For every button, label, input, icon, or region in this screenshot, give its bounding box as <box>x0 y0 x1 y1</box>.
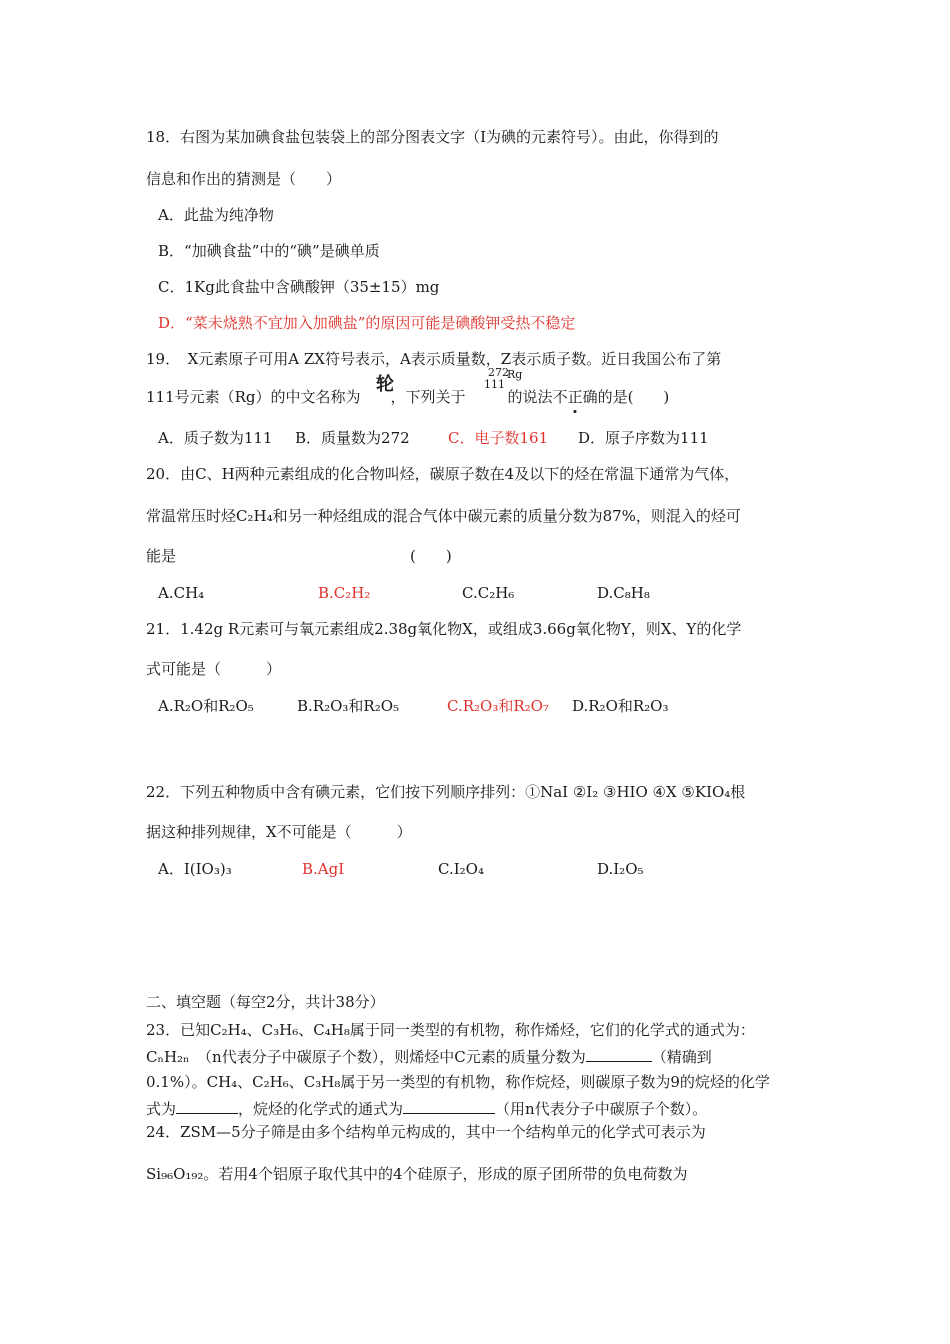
q23-stem-line3: 0.1%）。CH₄、C₂H₆、C₃H₈属于另一类型的有机物，称作烷烃，则碳原子数为9的烷烃的化学 <box>146 1073 770 1091</box>
q20-option-d: D.C₈H₈ <box>597 584 650 602</box>
q19-stem-line1: 19． X元素原子可用A ZX符号表示，A表示质量数，Z表示质子数。近日我国公布了第 <box>146 350 722 368</box>
q22-stem-line1: 22．下列五种物质中含有碘元素，它们按下列顺序排列：①NaI ②I₂ ③HIO ④X ⑤KIO₄根 <box>146 783 746 801</box>
q23-line4-c: （用n代表分子中碳原子个数）。 <box>495 1100 708 1118</box>
q19-option-c: C．电子数161 <box>448 429 549 447</box>
element-name-char: 轮 <box>376 374 394 395</box>
q23-stem-line1: 23．已知C₂H₄、C₃H₆、C₄H₈属于同一类型的有机物，称作烯烃，它们的化学式的通式为： <box>146 1021 755 1039</box>
rg-atomic-number: 111 <box>484 378 505 391</box>
q19-line2-mid: ，下列关于 <box>390 388 466 406</box>
q24-stem-line2: Si₉₆O₁₉₂。若用4个铝原子取代其中的4个硅原子，形成的原子团所带的负电荷数为 <box>146 1165 688 1183</box>
answer-blank-1[interactable] <box>586 1046 652 1062</box>
q18-option-d: D．“菜未烧熟不宜加入加碘盐”的原因可能是碘酸钾受热不稳定 <box>158 314 576 332</box>
q23-line4-a: 式为 <box>146 1100 177 1118</box>
q23-line2-b: （精确到 <box>651 1048 712 1066</box>
q20-stem-line2: 常温常压时烃C₂H₄和另一种烃组成的混合气体中碳元素的质量分数为87%，则混入的烃可 <box>146 507 741 525</box>
q23-stem-line4 <box>146 1098 707 1119</box>
q19-emphasis-text: 不正确 <box>552 388 598 406</box>
q22-option-a: A．I(IO₃)₃ <box>158 860 232 878</box>
q19-option-b: B．质量数为272 <box>295 429 410 447</box>
q19-stem-line2 <box>146 387 669 407</box>
answer-blank-3[interactable] <box>403 1098 495 1114</box>
q21-option-c: C.R₂O₃和R₂O₇ <box>447 697 549 715</box>
q19-line2-pre: 111号元素（Rg）的中文名称为 <box>146 388 361 406</box>
q20-stem-line3: 能是 <box>146 547 177 565</box>
q20-option-b: B.C₂H₂ <box>318 584 371 602</box>
q21-stem-line2: 式可能是（ ） <box>146 660 282 678</box>
q18-option-a: A．此盐为纯净物 <box>158 206 274 224</box>
q24-stem-line1: 24．ZSM—5分子筛是由多个结构单元构成的，其中一个结构单元的化学式可表示为 <box>146 1123 706 1141</box>
q18-stem-line1: 18．右图为某加碘食盐包装袋上的部分图表文字（I为碘的元素符号）。由此，你得到的 <box>146 128 719 146</box>
q18-option-c: C．1Kg此食盐中含碘酸钾（35±15）mg <box>158 278 440 296</box>
q22-stem-line2: 据这种排列规律，X不可能是（ ） <box>146 823 412 841</box>
q22-option-d: D.I₂O₅ <box>597 860 644 878</box>
q20-stem-line1: 20．由C、H两种元素组成的化合物叫烃，碳原子数在4及以下的烃在常温下通常为气体， <box>146 465 740 483</box>
q23-stem-line2 <box>146 1046 712 1067</box>
q18-option-b: B．“加碘食盐”中的“碘”是碘单质 <box>158 242 380 260</box>
q22-option-b: B.AgI <box>302 860 345 878</box>
q22-option-c: C.I₂O₄ <box>438 860 484 878</box>
q20-option-a: A.CH₄ <box>158 584 205 602</box>
q21-option-b: B.R₂O₃和R₂O₅ <box>297 697 400 715</box>
q19-option-d: D．原子序数为111 <box>578 429 709 447</box>
rg-symbol: Rg <box>507 368 523 381</box>
q18-stem-line2: 信息和作出的猜测是（ ） <box>146 170 342 188</box>
q23-line2-a: CₙH₂ₙ （n代表分子中碳原子个数），则烯烃中C元素的质量分数为 <box>146 1048 586 1066</box>
q21-option-a: A.R₂O和R₂O₅ <box>158 697 254 715</box>
q21-option-d: D.R₂O和R₂O₃ <box>572 697 669 715</box>
rg-mass-number: 272 <box>488 366 509 379</box>
section-title: 二、填空题（每空2分，共计38分） <box>146 993 385 1011</box>
answer-blank-2[interactable] <box>176 1098 238 1114</box>
q19-option-a: A．质子数为111 <box>158 429 273 447</box>
q20-answer-paren: ( ) <box>410 547 452 565</box>
q19-line2-post-a: 的说法 <box>507 388 553 406</box>
q19-line2-post-c: 的是( ) <box>597 388 670 406</box>
q23-line4-b: ，烷烃的化学式的通式为 <box>238 1100 404 1118</box>
q21-stem-line1: 21．1.42g R元素可与氧元素组成2.38g氧化物X，或组成3.66g氧化物Y，则X、Y的化学 <box>146 620 742 638</box>
q20-option-c: C.C₂H₆ <box>462 584 515 602</box>
